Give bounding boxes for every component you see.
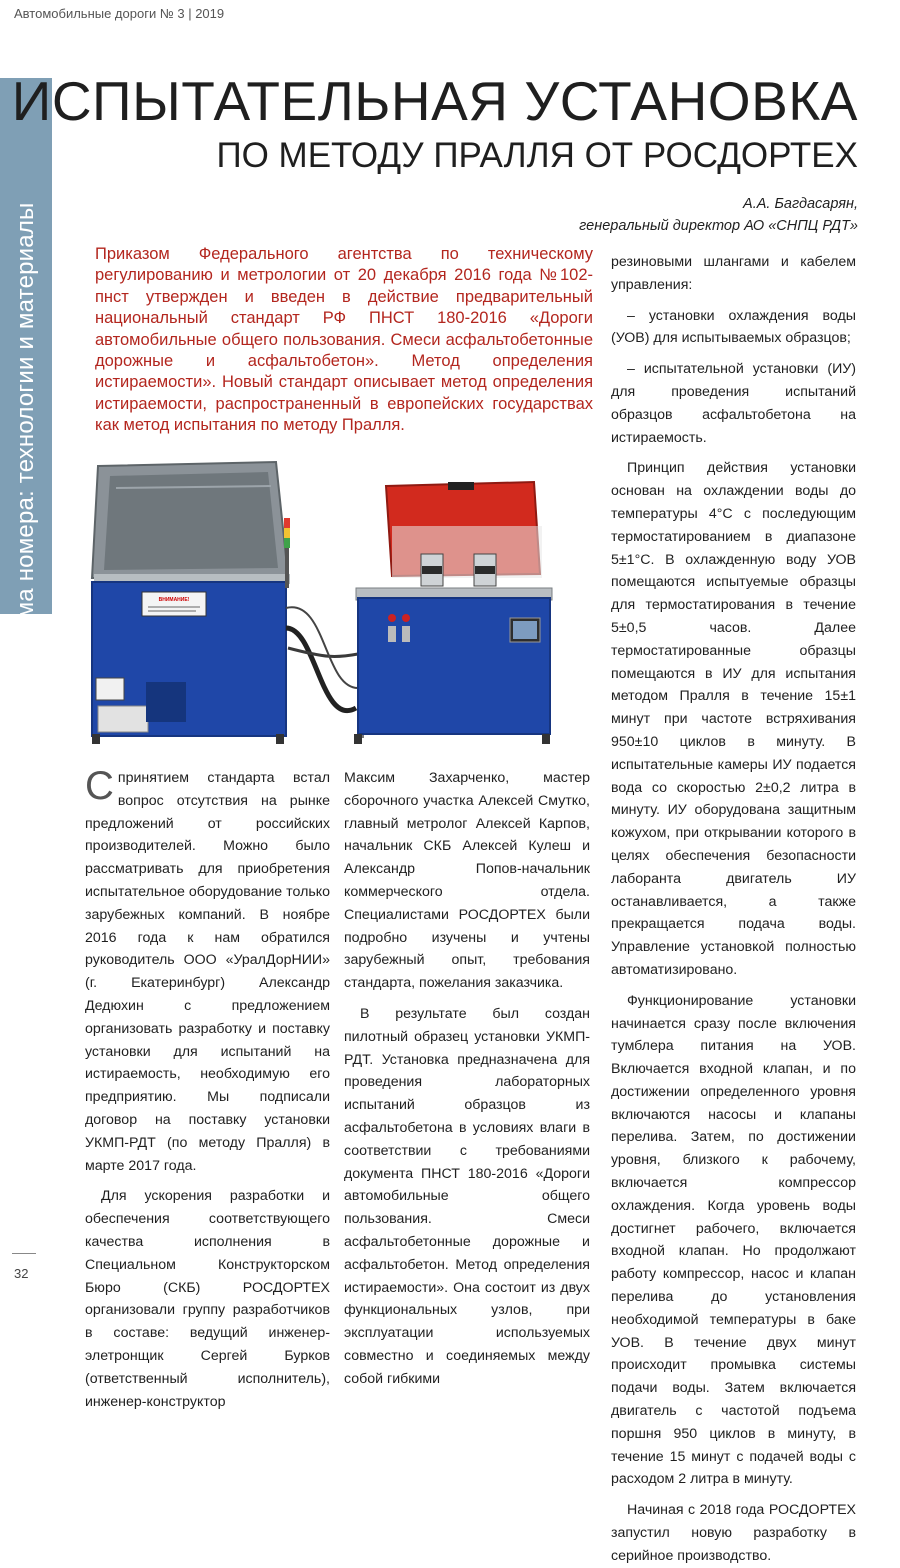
paragraph: Максим Захарченко, мастер сборочного участка Алексей Смутко, главный метролог Алексей Карпов, начальник СКБ Алексей Кулеш и Александр Попов-начальник коммерческого отдела. Специалистами РОСДОРТЕХ были подробно изучены и учтены зарубежный опыт, требования стандарта, пожелания заказчика. <box>344 770 590 992</box>
paragraph: резиновыми шлангами и кабелем управления: <box>611 254 856 293</box>
article-lead: Приказом Федерального агентства по техническому регулированию и метрологии от 20 декабря 2016 года №102-пнст утвержден и введен в действие предварительный национальный стандарт РФ ПНСТ 180-2016 «Дороги автомобильные общего пользования. Смеси асфальтобетонные дорожные и асфальтобетон». Метод определения истираемости». Новый стандарт описывает метод определения истираемости, распространенный в европейских государствах как метод испытания по методу Пралля. <box>95 245 593 435</box>
warning-sign-text: ВНИМАНИЕ! <box>158 597 190 603</box>
footer-rule <box>12 1253 36 1254</box>
paragraph: В результате был создан пилотный образец установки УКМП-РДТ. Установка предназначена для проведения лабораторных испытаний образцов из асфальтобетона в условиях влаги в соответствии с требованиями документа ПНСТ 180-2016 «Дороги автомобильные общего пользования. Смеси асфальтобетонные дорожные и асфальтобетон. Метод определения истираемости». Она состоит из двух функциональных узлов, при эксплуатации используемых совместно и соединяемых между собой гибкими <box>344 1005 590 1387</box>
list-item: – установки охлаждения воды (УОВ) для испытываемых образцов; <box>611 307 856 347</box>
paragraph: Для ускорения разработки и обеспечения соответствующего качества исполнения в Специальном Конструкторском Бюро (СКБ) РОСДОРТЕХ организовали группу разработчиков в составе: ведущий инженер-элетронщик Сергей Бурков (ответственный исполнитель), инженер-конструктор <box>85 1188 330 1410</box>
article-title: ИСПЫТАТЕЛЬНАЯ УСТАНОВКА <box>11 70 858 132</box>
equipment-photo <box>86 458 596 758</box>
paragraph: Функционирование установки начинается сразу после включения тумблера питания на УОВ. Включается входной клапан, и по достижении определенного уровня включаются насосы и клапаны перелива. Затем, по достижении уровня, близкого к рабочему, включается компрессор охлаждения. Когда уровень воды достигнет рабочего, включается входной клапан. Но продолжают работу компрессор, насос и клапан перелива до установления необходимой температуры в баке УОВ. В течение двух минут происходит промывка системы подачи воды. Затем включается двигатель с частотой подъема поршня 950 циклов в минуту, в течение 15 минут с подачей воды с расходом 2 литра в минуту. <box>611 992 856 1488</box>
body-column-2 <box>344 767 590 1391</box>
paragraph: Спринятием стандарта встал вопрос отсутствия на рынке предложений от российских производителей. Можно было рассматривать для приобретения испытательное оборудование только зарубежных компаний. В ноябре 2016 года к нам обратился руководитель ООО «УралДорНИИ» (г. Екатеринбург) Александр Дедюхин с предложением организовать разработку и поставку установки для испытаний на истираемость, необходимую его предприятию. Мы подписали договор на поставку установки УКМП-РДТ (по методу Пралля) в марте 2017 года. <box>85 764 330 1174</box>
list-item: – испытательной установки (ИУ) для проведения испытаний образцов асфальтобетона на истираемость. <box>611 361 856 446</box>
page-number: 32 <box>14 1266 29 1281</box>
body-column-1 <box>85 764 330 1413</box>
paragraph: Принцип действия установки основан на охлаждении воды до температуры 4°С с последующим термостатированием в диапазоне 5±1°С. В охлажденную воду УОВ помещаются испытуемые образцы для термостатирования в течение 5±0,5 часов. Далее термостатированные образцы помещаются в ИУ для испытания методом Пралля в течение 15±1 минут при частоте встряхивания 950±10 циклов в минуту. В испытательные камеры ИУ подается вода со скоростью 2±0,2 литра в минуту. ИУ оборудована защитным кожухом, при открывании которого в целях обеспечения безопасности лаборанта двигатель ИУ останавливается, а также прекращается подача воды. Управление установкой полностью автоматизировано. <box>611 460 856 978</box>
journal-header: Автомобильные дороги № 3 | 2019 <box>14 6 225 21</box>
author-position: генеральный директор АО «СНПЦ РДТ» <box>579 218 858 234</box>
test-unit <box>354 482 552 744</box>
section-sidebar <box>0 78 52 646</box>
paragraph: Начиная с 2018 года РОСДОРТЕХ запустил новую разработку в серийное производство. <box>611 1502 856 1564</box>
author-name: А.А. Багдасарян, <box>743 196 858 212</box>
body-column-3 <box>611 251 856 1568</box>
article-subtitle: ПО МЕТОДУ ПРАЛЛЯ ОТ РОСДОРТЕХ <box>216 136 858 175</box>
author-block <box>579 193 858 237</box>
cooling-unit <box>92 462 290 744</box>
section-label: Тема номера: технологии и материалы <box>12 202 39 646</box>
drop-cap: С <box>85 764 114 808</box>
